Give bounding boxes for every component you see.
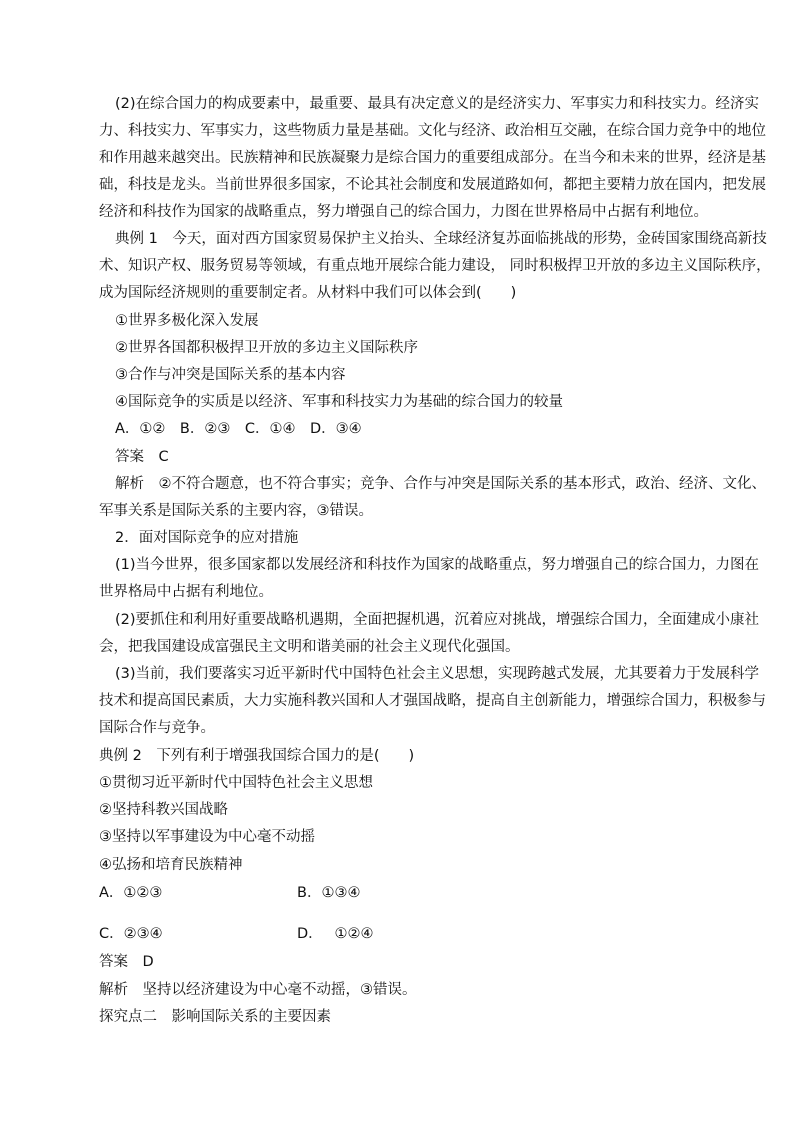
example1-analysis-line: 军事关系是国际关系的主要内容，③错误。 [99,503,373,519]
example1-question-line: 成为国际经济规则的重要制定者。从材料中我们可以体会到( ) [99,285,517,301]
example1-options: A．①② B．②③ C．①④ D．③④ [115,421,362,437]
paragraph-line: (3)当前，我们要落实习近平新时代中国特色社会主义思想，实现跨越式发展，尤其要着力于发展科学 [115,666,760,682]
example1-item: ③合作与冲突是国际关系的基本内容 [115,367,346,383]
paragraph-line: (2)在综合国力的构成要素中，最重要、最具有决定意义的是经济实力、军事实力和科技实力。经济实 [115,96,760,112]
example2-option-a: A．①②③ [99,885,163,901]
next-section-heading: 探究点二 影响国际关系的主要因素 [99,1009,331,1025]
example2-item: ①贯彻习近平新时代中国特色社会主义思想 [99,775,373,791]
paragraph-line: 会，把我国建设成富强民主文明和谐美丽的社会主义现代化强国。 [99,639,520,655]
paragraph-line: 础，科技是龙头。当前世界很多国家，不论其社会制度和发展道路如何，都把主要精力放在国内，把发展 [99,177,766,193]
paragraph-line: (1)当今世界，很多国家都以发展经济和科技作为国家的战略重点，努力增强自己的综合国力，力图在 [115,557,760,573]
paragraph-line: 经济和科技作为国家的战略重点，努力增强自己的综合国力，力图在世界格局中占据有利地位。 [99,204,708,220]
example1-question-line: 术、知识产权、服务贸易等领域，有重点地开展综合能力建设， 同时积极捍卫开放的多边主义国际秩序， [99,258,771,274]
example2-item: ③坚持以军事建设为中心毫不动摇 [99,829,315,845]
example2-option-b: B．①③④ [297,885,361,901]
paragraph-line: 技术和提高国民素质，大力实施科教兴国和人才强国战略，提高自主创新能力，增强综合国力，积极参与 [99,693,766,709]
example1-item: ①世界多极化深入发展 [115,313,259,329]
paragraph-line: 世界格局中占据有利地位。 [99,584,273,600]
example1-analysis-line: 解析 ②不符合题意，也不符合事实；竞争、合作与冲突是国际关系的基本形式，政治、经济、文化、 [115,476,766,492]
example1-question-line: 典例 1 今天，面对西方国家贸易保护主义抬头、全球经济复苏面临挑战的形势，金砖国家围绕高新技 [115,231,767,247]
example1-item: ②世界各国都积极捍卫开放的多边主义国际秩序 [115,340,418,356]
example2-question: 典例 2 下列有利于增强我国综合国力的是( ) [99,748,415,764]
paragraph-line: (2)要抓住和利用好重要战略机遇期，全面把握机遇，沉着应对挑战，增强综合国力，全面建成小康社 [115,612,760,628]
example2-option-d: D． ①②④ [297,926,374,942]
example2-answer: 答案 D [99,954,154,970]
example2-item: ②坚持科教兴国战略 [99,802,228,818]
paragraph-line: 国际合作与竞争。 [99,720,215,736]
example2-option-c: C．②③④ [99,926,163,942]
example2-item: ④弘扬和培育民族精神 [99,857,243,873]
example1-answer: 答案 C [115,449,169,465]
paragraph-line: 和作用越来越突出。民族精神和民族凝聚力是综合国力的重要组成部分。在当今和未来的世界，经济是基 [99,150,766,166]
example1-item: ④国际竞争的实质是以经济、军事和科技实力为基础的综合国力的较量 [115,394,563,410]
paragraph-line: 力、科技实力、军事实力，这些物质力量是基础。文化与经济、政治相互交融，在综合国力竞争中的地位 [99,123,766,139]
section-heading: 2．面对国际竞争的应对措施 [115,530,299,546]
example2-analysis: 解析 坚持以经济建设为中心毫不动摇，③错误。 [99,982,417,998]
